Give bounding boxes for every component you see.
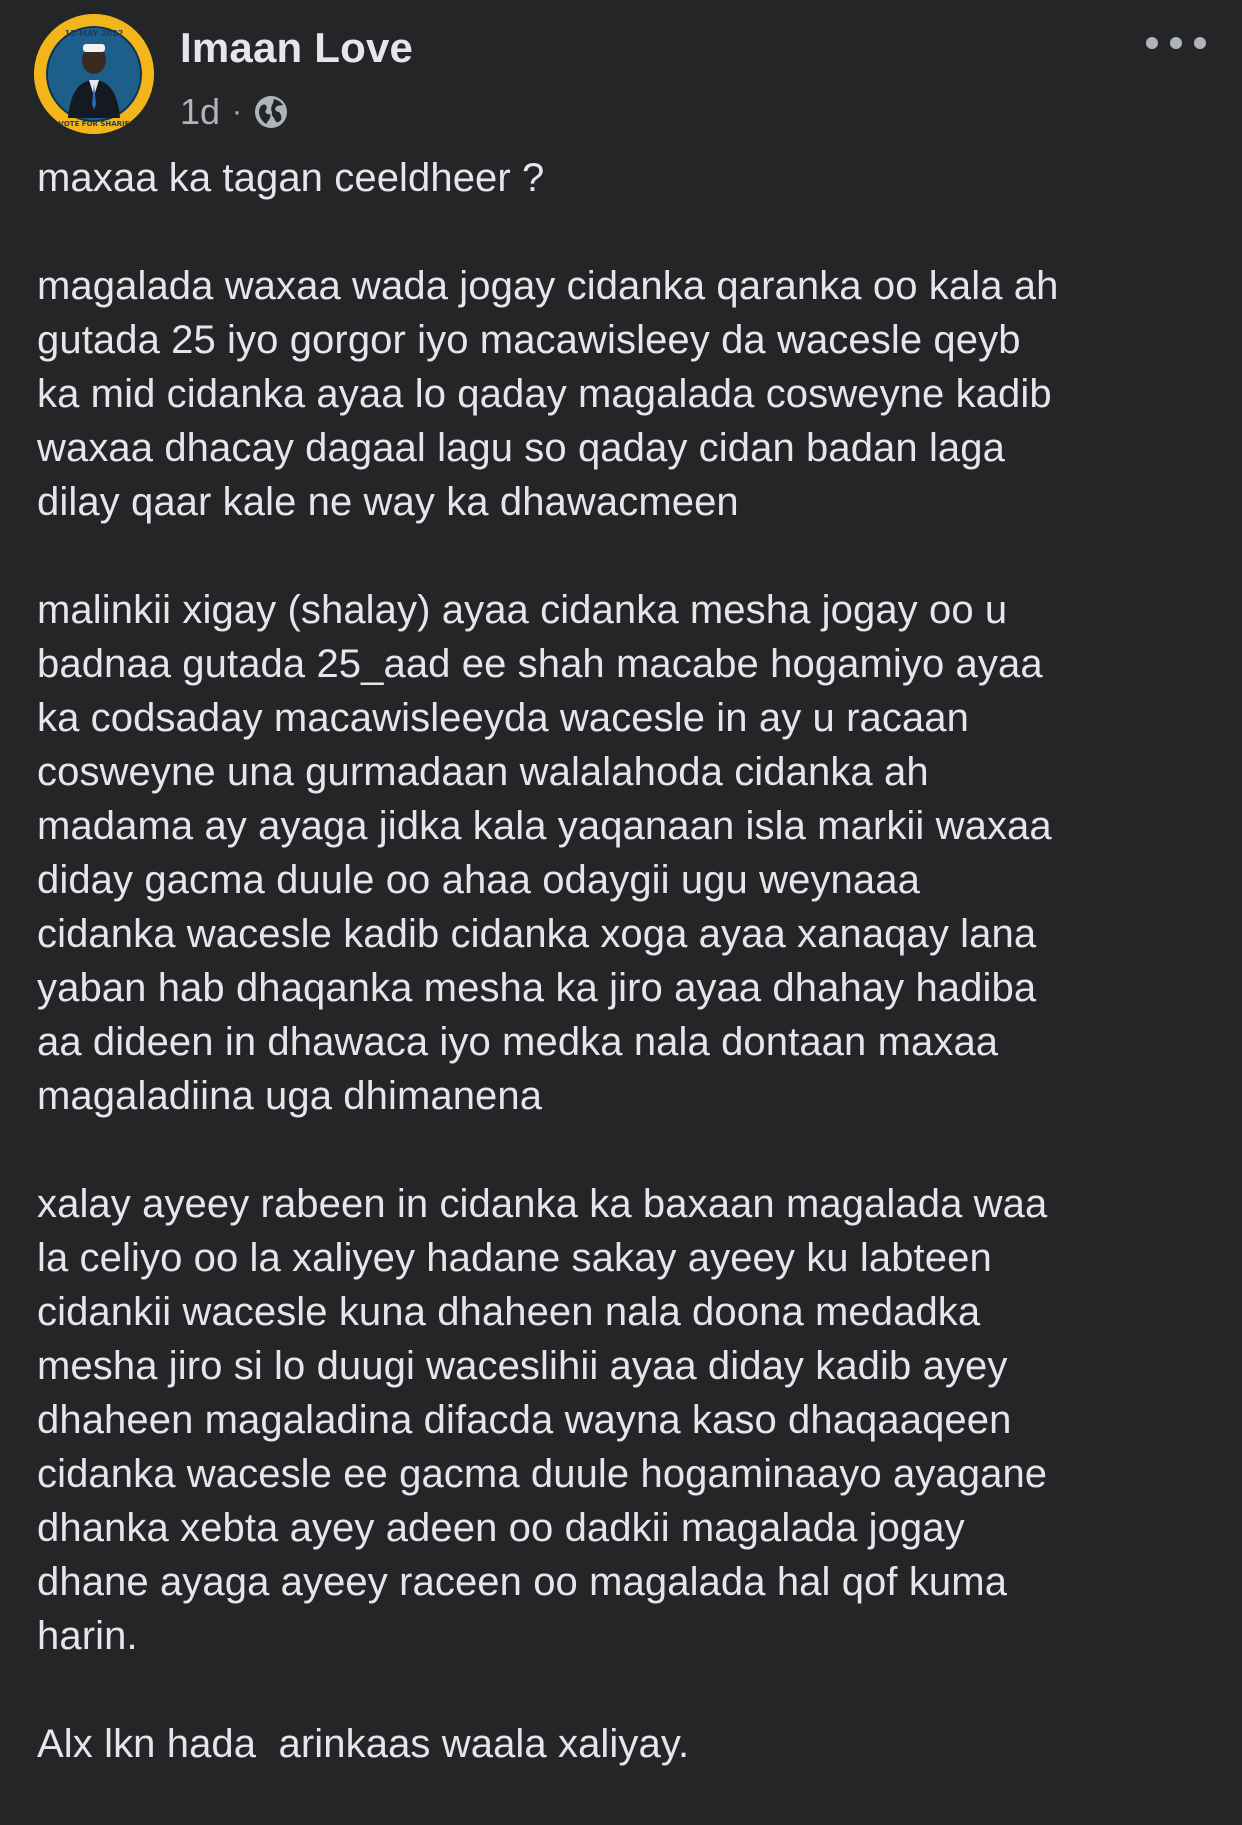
post-text-line: diday gacma duule oo ahaa odaygii ugu weynaaa [37,858,920,902]
post-text-line: magalada waxaa wada jogay cidanka qaranka oo kala ah [37,264,1059,308]
post-time[interactable]: 1d [180,91,221,132]
post-text-line: gutada 25 iyo gorgor iyo macawisleey da wacesle qeyb [37,318,1021,362]
post-text-line: dhaheen magaladina difacda wayna kaso dhaqaaqeen [37,1398,1012,1442]
more-options-button[interactable] [1146,28,1206,58]
post-text-line: yaban hab dhaqanka mesha ka jiro ayaa dhahay hadiba [37,966,1037,1010]
meta-separator: · [232,95,243,128]
post-paragraph [37,583,1217,1123]
more-dot-icon [1146,37,1158,49]
post-text-line: ka codsaday macawisleeyda wacesle in ay u racaan [37,696,969,740]
post-text-line: dilay qaar kale ne way ka dhawacmeen [37,480,739,524]
post-paragraph [37,259,1217,529]
post-text-line: magaladiina uga dhimanena [37,1074,543,1118]
post-text-line: maxaa ka tagan ceeldheer ? [37,156,545,200]
post-text-line: la celiyo oo la xaliyey hadane sakay ayeey ku labteen [37,1236,992,1280]
avatar-ring-text-bottom: VOTE FOR SHARIF [58,120,130,128]
post-text-line: ka mid cidanka ayaa lo qaday magalada cosweyne kadib [37,372,1052,416]
post-meta [180,88,290,136]
post-text-line: waxaa dhacay dagaal lagu so qaday cidan badan laga [37,426,1005,470]
post-text-line: malinkii xigay (shalay) ayaa cidanka mesha jogay oo u [37,588,1008,632]
post-text-line: Alx lkn hada arinkaas waala xaliyay. [37,1722,690,1766]
avatar[interactable] [34,14,154,134]
post-text-line: harin. [37,1614,138,1658]
post-text-line: mesha jiro si lo duugi waceslihii ayaa diday kadib ayey [37,1344,1008,1388]
post-text-line: xalay ayeey rabeen in cidanka ka baxaan magalada waa [37,1182,1048,1226]
post-text-line: cidanka wacesle ee gacma duule hogaminaayo ayagane [37,1452,1048,1496]
post-text-line: badnaa gutada 25_aad ee shah macabe hogamiyo ayaa [37,642,1043,686]
post-text-line: cosweyne una gurmadaan walalahoda cidanka ah [37,750,929,794]
author-name[interactable]: Imaan Love [180,24,414,71]
post-text-line: aa dideen in dhawaca iyo medka nala dontaan maxaa [37,1020,999,1064]
post-text-line: cidanka wacesle kadib cidanka xoga ayaa xanaqay lana [37,912,1037,956]
post-header [0,0,1242,150]
globe-icon[interactable] [252,93,290,131]
avatar-ring-text-top: 15-MAY 2022 [64,29,124,38]
post-text-line: dhanka xebta ayey adeen oo dadkii magalada jogay [37,1506,965,1550]
post-text-line: cidankii wacesle kuna dhaheen nala doona medadka [37,1290,981,1334]
avatar-image [34,14,154,134]
post-paragraph [37,1177,1217,1663]
post-text [37,151,1217,1825]
more-dot-icon [1170,37,1182,49]
post-text-line: madama ay ayaga jidka kala yaqanaan isla markii waxaa [37,804,1052,848]
post-paragraph [37,151,1217,205]
more-dot-icon [1194,37,1206,49]
post-text-line: dhane ayaga ayeey raceen oo magalada hal qof kuma [37,1560,1008,1604]
post-paragraph [37,1717,1217,1771]
